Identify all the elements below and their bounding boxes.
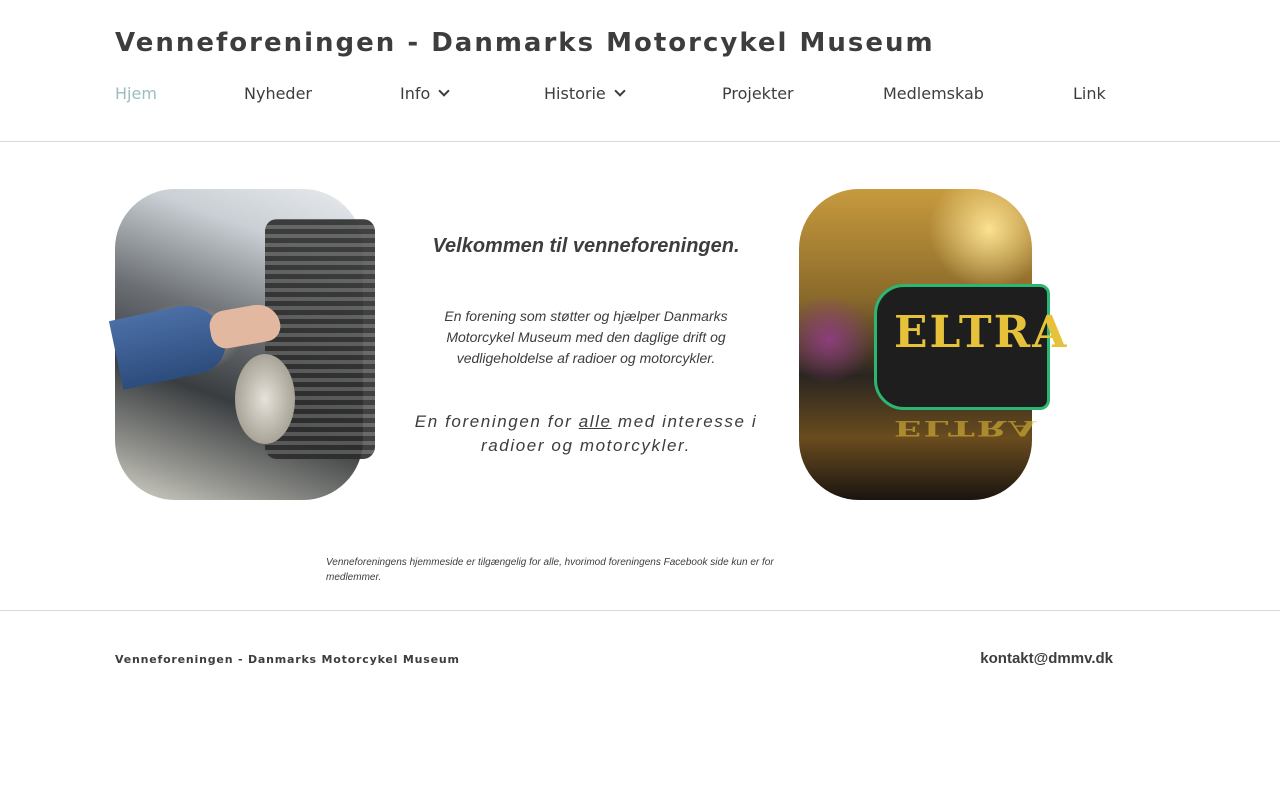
nav-item-info[interactable] [400, 84, 448, 103]
tagline-start: En foreningen for [414, 412, 579, 431]
tagline-end: med interesse i radioer og motorcykler. [480, 412, 758, 455]
nav-item-historie[interactable] [544, 84, 624, 103]
footer-title: Venneforeningen - Danmarks Motorcykel Museum [115, 653, 460, 666]
sign-text: ELTRA [894, 307, 1069, 358]
nav-item-nyheder[interactable]: Nyheder [244, 84, 312, 103]
main-nav [0, 84, 1280, 108]
motorcycle-engine-photo [115, 189, 363, 500]
welcome-heading: Velkommen til venneforeningen. [432, 235, 740, 257]
tagline-link-alle[interactable]: alle [578, 412, 612, 431]
site-title[interactable]: Venneforeningen - Danmarks Motorcykel Museum [115, 28, 935, 58]
nav-item-hjem[interactable]: Hjem [115, 84, 157, 103]
sleeve-shape [109, 298, 231, 389]
access-note: Venneforeningens hjemmeside er tilgængelig for alle, hvorimod foreningens Facebook side kun er for medlemmer. [326, 557, 774, 583]
engine-cover-shape [235, 354, 295, 444]
intro-text: En forening som støtter og hjælper Danmarks Motorcykel Museum med den daglige drift og vedligeholdelse af radioer og motorcykler. [444, 308, 728, 366]
header-divider [0, 141, 1280, 142]
footer-divider [0, 610, 1280, 611]
chevron-down-icon [614, 85, 625, 96]
nav-item-link[interactable]: Link [1073, 84, 1106, 103]
nav-item-info-label: Info [400, 84, 431, 103]
footer-email-link[interactable]: kontakt@dmmv.dk [980, 650, 1113, 667]
tagline [405, 410, 767, 458]
eltra-radio-sign-photo [799, 189, 1069, 500]
nav-item-projekter[interactable]: Projekter [722, 84, 794, 103]
chevron-down-icon [439, 85, 450, 96]
sign-reflection: ELTRA [894, 415, 1039, 441]
nav-item-medlemskab[interactable]: Medlemskab [883, 84, 984, 103]
nav-item-historie-label: Historie [544, 84, 606, 103]
